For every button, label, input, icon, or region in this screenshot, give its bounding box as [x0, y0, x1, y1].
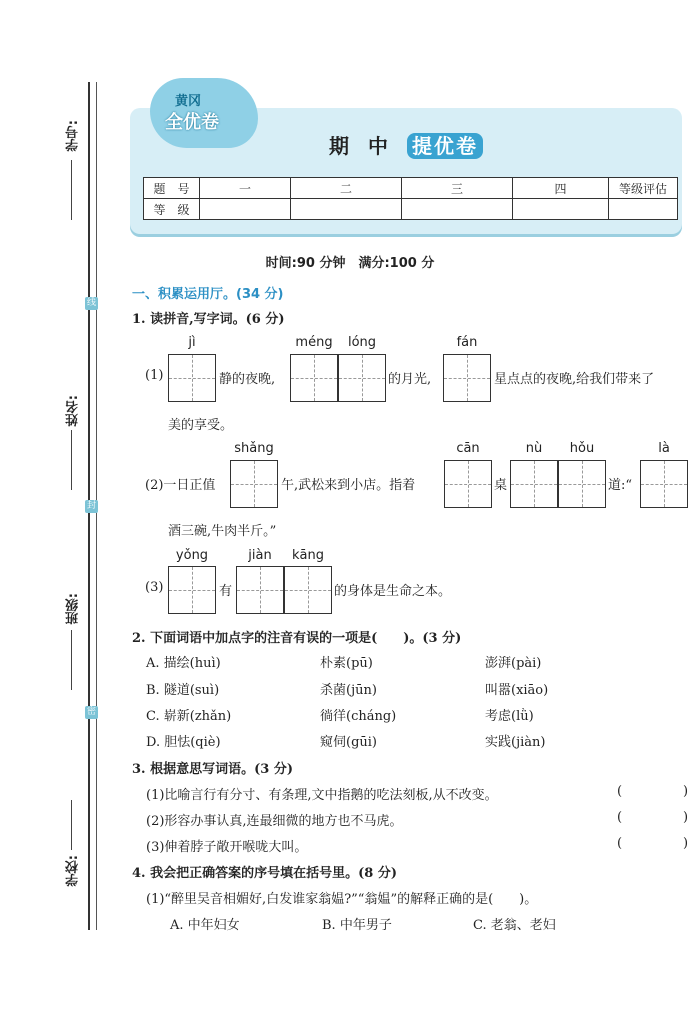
option-word: 朴素(pū)	[320, 656, 373, 671]
definition-item: (2)形容办事认真,连最细微的地方也不马虎。	[146, 814, 403, 829]
pinyin: fán	[456, 335, 478, 350]
grade-table-header-row	[144, 178, 678, 199]
pinyin: jiàn	[248, 548, 272, 563]
option-word: 叫嚣(xiāo)	[485, 683, 549, 698]
answer-cell[interactable]	[640, 460, 688, 508]
student-number-label: 学号:	[66, 120, 81, 152]
answer-cell[interactable]	[168, 566, 216, 614]
item-label: (2)一日正值	[145, 478, 216, 493]
pinyin: lóng	[347, 335, 377, 350]
pinyin: jì	[188, 335, 196, 350]
sentence-text: 酒三碗,牛肉半斤。”	[168, 524, 277, 539]
question-3-stem: 3. 根据意思写词语。(3 分)	[132, 762, 293, 777]
title-highlight: 提优卷	[407, 133, 483, 159]
option-c[interactable]: C. 崭新(zhǎn)	[146, 709, 232, 724]
question-1-stem: 1. 读拼音,写字词。(6 分)	[132, 312, 285, 327]
answer-paren-left[interactable]: (	[617, 836, 623, 851]
pinyin: hǒu	[569, 441, 595, 456]
sentence-text: 星点点的夜晚,给我们带来了	[494, 372, 655, 387]
table-cell: 四	[513, 178, 609, 199]
seal-seal-mark: 封	[86, 501, 96, 511]
grade-table-score-row	[144, 199, 678, 220]
section-title: 一、积累运用厅。(34 分)	[132, 287, 284, 302]
question-2-stem: 2. 下面词语中加点字的注音有误的一项是( )。(3 分)	[132, 631, 462, 646]
answer-paren-right: )	[683, 810, 689, 825]
answer-cell[interactable]	[338, 354, 386, 402]
score-cell[interactable]	[200, 199, 291, 220]
sentence-text: 美的享受。	[168, 418, 234, 433]
option-word: 杀菌(jūn)	[320, 683, 377, 698]
student-number-blank[interactable]	[71, 160, 72, 220]
option-word: 澎湃(pài)	[485, 656, 542, 671]
option-d[interactable]: D. 胆怯(qiè)	[146, 735, 221, 750]
sentence-text: 的月光,	[388, 372, 432, 387]
sentence-text: 桌	[494, 478, 508, 493]
answer-paren-left[interactable]: (	[617, 784, 623, 799]
definition-item: (1)比喻言行有分寸、有条理,文中指鹅的吃法刻板,从不改变。	[146, 788, 498, 803]
question-4-stem: 4. 我会把正确答案的序号填在括号里。(8 分)	[132, 866, 397, 881]
answer-cell[interactable]	[284, 566, 332, 614]
pinyin: cān	[456, 441, 480, 456]
sentence-text: 静的夜晚,	[219, 372, 276, 387]
sentence-text: 午,武松来到小店。指着	[281, 478, 416, 493]
pinyin: shǎng	[234, 441, 274, 456]
table-cell: 三	[402, 178, 513, 199]
answer-paren-right: )	[683, 836, 689, 851]
table-cell: 等 级	[144, 199, 200, 220]
question-4-sub1: (1)“醉里吴音相媚好,白发谁家翁媪?”“翁媪”的解释正确的是( )。	[146, 892, 538, 907]
table-cell: 一	[200, 178, 291, 199]
sentence-text: 的身体是生命之本。	[334, 584, 452, 599]
sentence-text: 有	[219, 584, 233, 599]
option-word: 实践(jiàn)	[485, 735, 546, 750]
table-cell: 二	[291, 178, 402, 199]
score-cell[interactable]	[513, 199, 609, 220]
answer-cell[interactable]	[558, 460, 606, 508]
answer-cell[interactable]	[510, 460, 558, 508]
option-word: 窥伺(gūi)	[320, 735, 377, 750]
answer-paren-right: )	[683, 784, 689, 799]
option-a[interactable]: A. 中年妇女	[170, 918, 240, 933]
option-c[interactable]: C. 老翁、老妇	[473, 918, 556, 933]
answer-cell[interactable]	[230, 460, 278, 508]
item-label: (1)	[145, 368, 164, 383]
brand-top: 黄冈	[175, 94, 202, 109]
score-cell[interactable]	[291, 199, 402, 220]
option-b[interactable]: B. 中年男子	[322, 918, 392, 933]
definition-item: (3)伸着脖子敞开喉咙大叫。	[146, 840, 308, 855]
option-b[interactable]: B. 隧道(suì)	[146, 683, 220, 698]
class-blank[interactable]	[71, 630, 72, 690]
title-main: 期 中	[329, 134, 394, 158]
answer-cell[interactable]	[236, 566, 284, 614]
seal-line-mark: 线	[86, 298, 96, 308]
sentence-text: 道:“	[608, 478, 633, 493]
grade-table	[143, 177, 678, 220]
name-label: 姓名:	[66, 395, 81, 427]
pinyin: yǒng	[175, 548, 209, 563]
answer-cell[interactable]	[290, 354, 338, 402]
pinyin: là	[658, 441, 670, 456]
name-blank[interactable]	[71, 430, 72, 490]
option-a[interactable]: A. 描绘(huì)	[146, 656, 221, 671]
brand-bottom: 全优卷	[165, 112, 219, 133]
pinyin: nù	[525, 441, 543, 456]
option-word: 考虑(lǜ)	[485, 709, 534, 724]
seal-secret-mark: 密	[86, 707, 96, 717]
answer-cell[interactable]	[168, 354, 216, 402]
school-blank[interactable]	[71, 800, 72, 850]
school-label: 学校:	[66, 855, 81, 887]
pinyin: kāng	[292, 548, 324, 563]
time-and-score: 时间:90 分钟 满分:100 分	[265, 256, 435, 271]
answer-cell[interactable]	[443, 354, 491, 402]
score-cell[interactable]	[609, 199, 678, 220]
answer-paren-left[interactable]: (	[617, 810, 623, 825]
answer-cell[interactable]	[444, 460, 492, 508]
score-cell[interactable]	[402, 199, 513, 220]
table-cell: 等级评估	[609, 178, 678, 199]
item-label: (3)	[145, 580, 164, 595]
option-word: 徜徉(cháng)	[320, 709, 397, 724]
pinyin: méng	[295, 335, 333, 350]
table-cell: 题 号	[144, 178, 200, 199]
class-label: 班级:	[66, 593, 81, 625]
